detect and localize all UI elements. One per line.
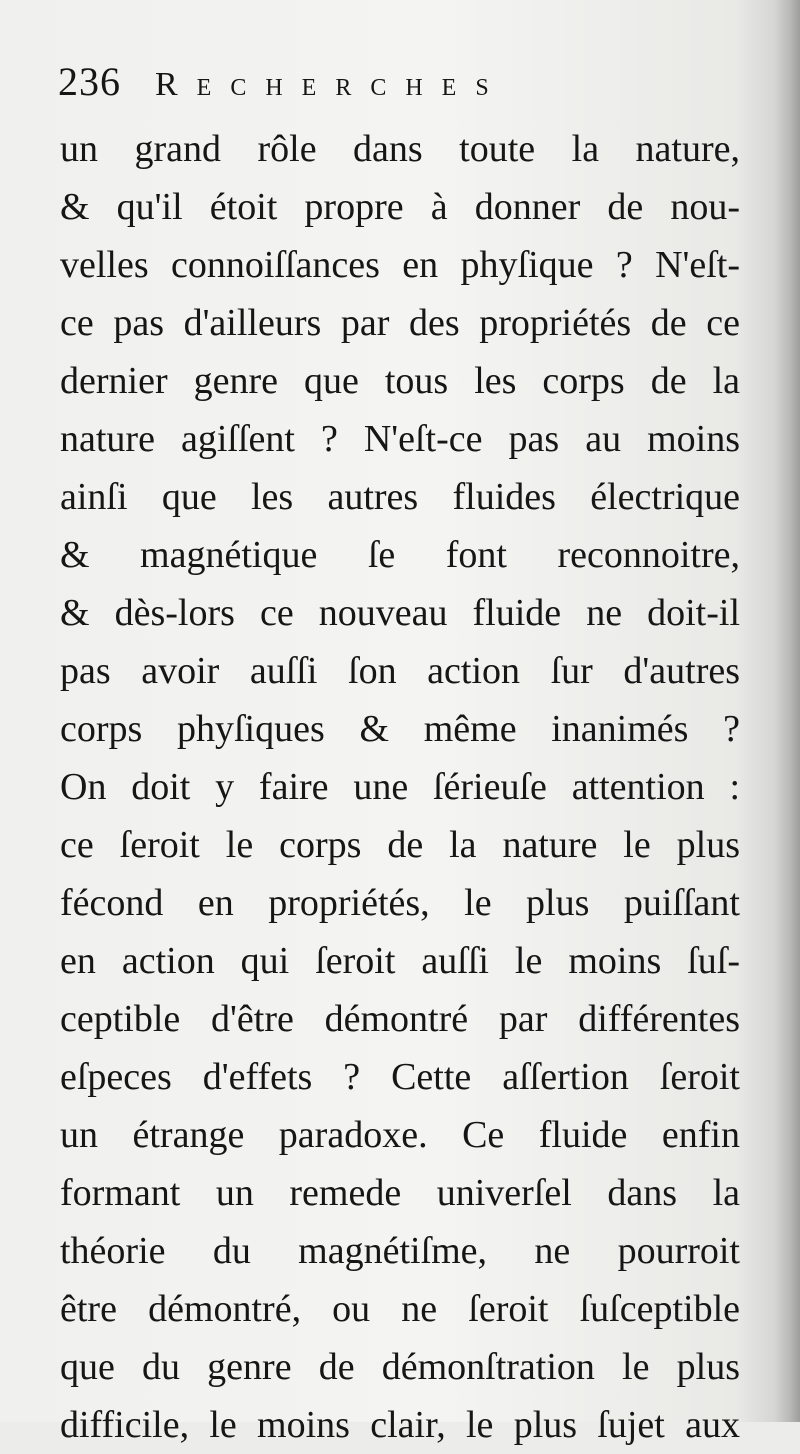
text-line: ce pas d'ailleurs par des propriétés de ce [60,302,740,344]
body-text [60,120,740,1454]
page-number: 236 [58,59,121,104]
text-line: difficile, le moins clair, le plus ſujet aux [60,1404,740,1446]
text-line: un étrange paradoxe. Ce fluide enfin [60,1114,740,1156]
text-line: ceptible d'être démontré par différentes [60,998,740,1040]
text-line: On doit y faire une ſérieuſe attention : [60,766,740,808]
text-line: dernier genre que tous les corps de la [60,360,740,402]
text-line: & qu'il étoit propre à donner de nou- [60,186,740,228]
text-line: théorie du magnétiſme, ne pourroit [60,1230,740,1272]
text-line: pas avoir auſſi ſon action ſur d'autres [60,650,740,692]
page-header [58,58,678,118]
text-line: que du genre de démonſtration le plus [60,1346,740,1388]
text-line: formant un remede univerſel dans la [60,1172,740,1214]
running-head: Recherches [155,66,508,103]
text-line: en action qui ſeroit auſſi le moins ſuſ- [60,940,740,982]
text-line: & magnétique ſe font reconnoitre, [60,534,740,576]
text-line: nature agiſſent ? N'eſt-ce pas au moins [60,418,740,460]
text-line: ainſi que les autres fluides électrique [60,476,740,518]
text-line: ce ſeroit le corps de la nature le plus [60,824,740,866]
text-line: corps phyſiques & même inanimés ? [60,708,740,750]
text-line: un grand rôle dans toute la nature, [60,128,740,170]
page-edge-shadow [774,0,800,1422]
text-line: eſpeces d'effets ? Cette aſſertion ſeroit [60,1056,740,1098]
text-line: être démontré, ou ne ſeroit ſuſceptible [60,1288,740,1330]
text-line: velles connoiſſances en phyſique ? N'eſt- [60,244,740,286]
text-line: fécond en propriétés, le plus puiſſant [60,882,740,924]
text-line: & dès-lors ce nouveau fluide ne doit-il [60,592,740,634]
